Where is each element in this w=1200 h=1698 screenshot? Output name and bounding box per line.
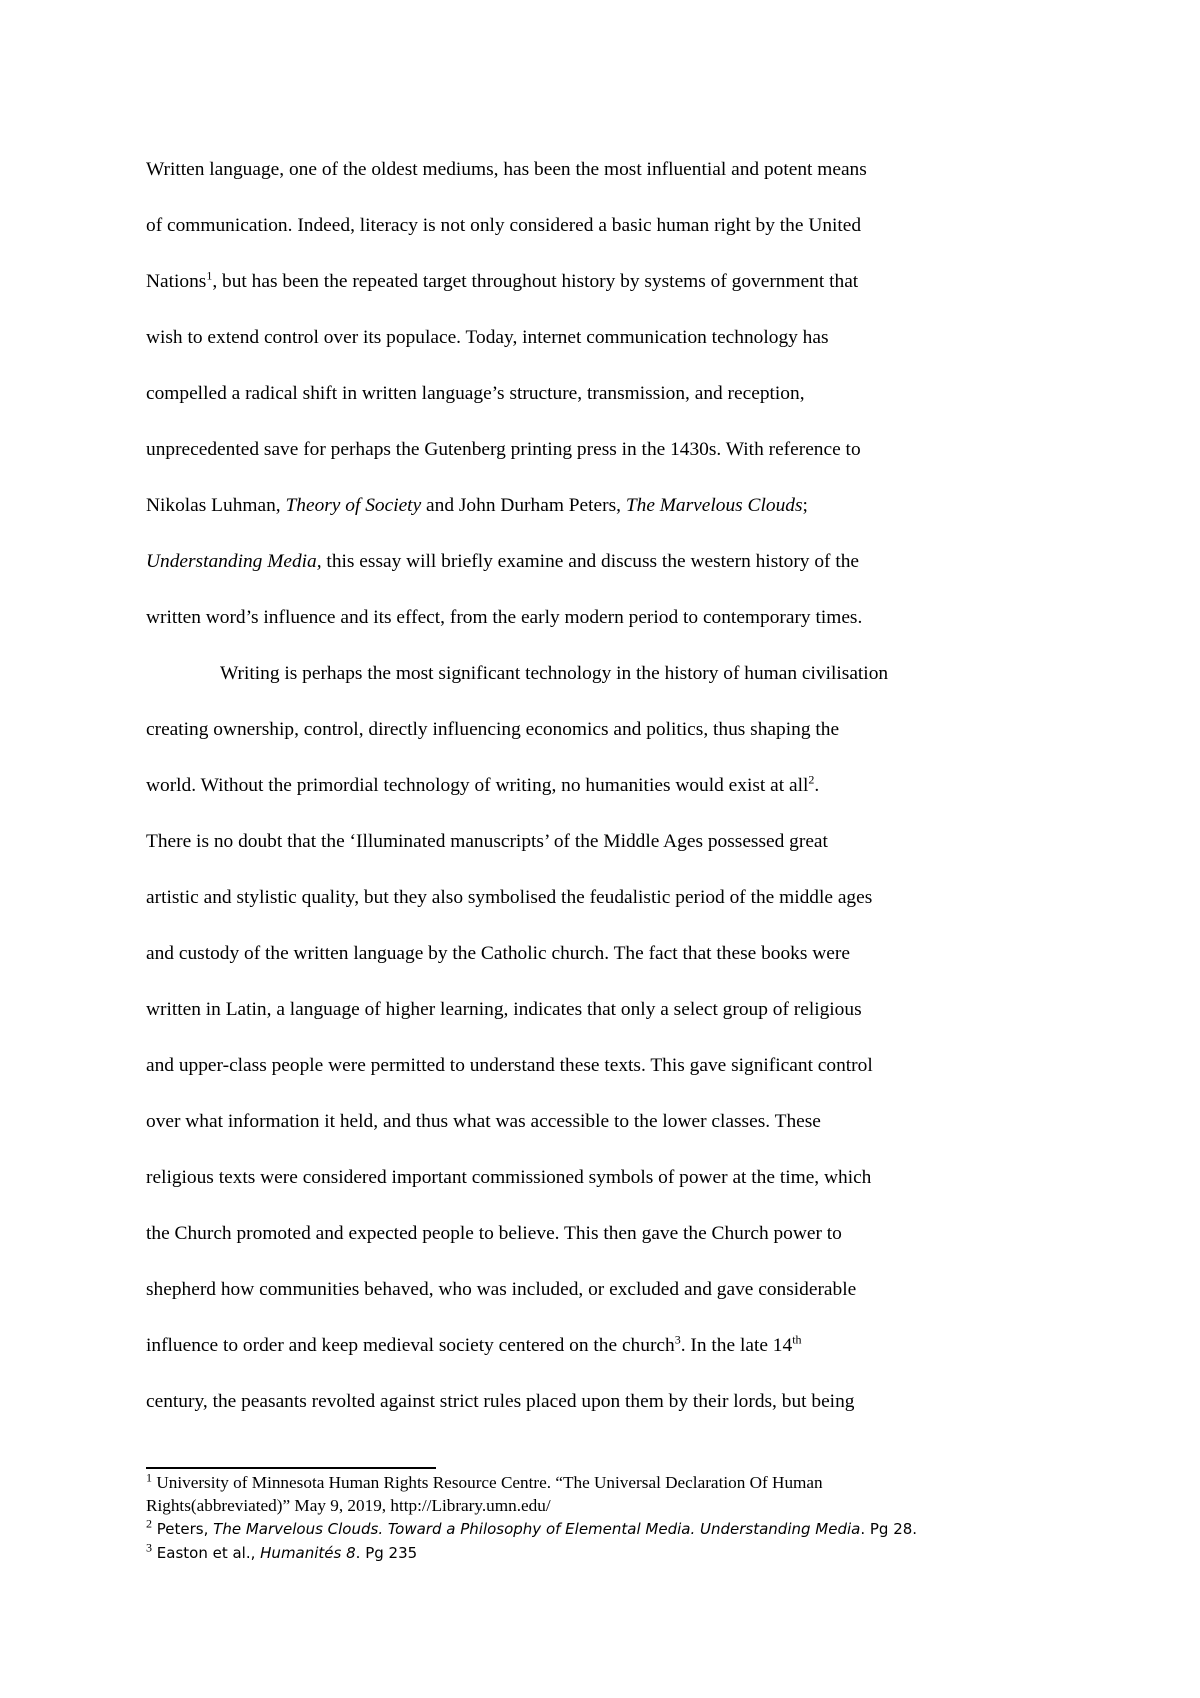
footnote-text: . Pg 235 xyxy=(355,1544,418,1562)
footnote-ref-3[interactable]: 3 xyxy=(674,1332,681,1347)
paragraph-2-line: There is no doubt that the ‘Illuminated manuscripts’ of the Middle Ages possessed great xyxy=(146,831,828,852)
footnote-ref-1[interactable]: 1 xyxy=(206,268,213,283)
paragraph-2-line xyxy=(146,1318,1066,1374)
paragraph-2-line: Writing is perhaps the most significant technology in the history of human civilisation xyxy=(220,663,889,684)
text-run: and John Durham Peters, xyxy=(421,495,626,516)
paragraph-2-line xyxy=(146,758,1066,814)
footnote-number: 3 xyxy=(146,1540,153,1555)
paragraph-2-line: creating ownership, control, directly influencing economics and politics, thus shaping the xyxy=(146,719,840,740)
paragraph-1-line xyxy=(146,534,1066,590)
text-run: this essay will briefly examine and discuss the western history of the xyxy=(321,551,860,572)
footnote-text: Easton et al., xyxy=(152,1544,261,1562)
text-run: influence to order and keep medieval society centered on the church xyxy=(146,1335,675,1356)
text-run: Nikolas Luhman, xyxy=(146,495,286,516)
paragraph-1-line: compelled a radical shift in written language’s structure, transmission, and reception, xyxy=(146,383,805,404)
text-run: Nations xyxy=(146,271,207,292)
paragraph-2-line: and upper-class people were permitted to understand these texts. This gave significant control xyxy=(146,1055,873,1076)
paragraph-2-line: religious texts were considered important commissioned symbols of power at the time, which xyxy=(146,1167,872,1188)
text-run: ; xyxy=(802,495,808,516)
footnote-text: Peters, xyxy=(152,1520,214,1538)
paragraph-1-line: of communication. Indeed, literacy is not only considered a basic human right by the United xyxy=(146,215,862,236)
paragraph-2-line: century, the peasants revolted against strict rules placed upon them by their lords, but being xyxy=(146,1391,855,1412)
footnote-separator xyxy=(146,1467,436,1469)
text-run: . xyxy=(814,775,820,796)
paragraph-2-line: over what information it held, and thus what was accessible to the lower classes. These xyxy=(146,1111,821,1132)
footnote-ref-2[interactable]: 2 xyxy=(808,772,815,787)
footnote-title: The Marvelous Clouds. Toward a Philosophy of Elemental Media. Understanding Media xyxy=(213,1520,861,1538)
footnote-number: 1 xyxy=(146,1470,153,1485)
paragraph-1-line: unprecedented save for perhaps the Gutenberg printing press in the 1430s. With reference to xyxy=(146,439,861,460)
essay-body xyxy=(146,142,1066,1430)
text-run: . In the late 14 xyxy=(680,1335,793,1356)
paragraph-1-line: Written language, one of the oldest mediums, has been the most influential and potent means xyxy=(146,159,867,180)
footnote-number: 2 xyxy=(146,1516,153,1531)
paragraph-1-line xyxy=(146,254,1066,310)
paragraph-1-line: wish to extend control over its populace. Today, internet communication technology has xyxy=(146,327,829,348)
footnote-text: University of Minnesota Human Rights Resource Centre. “The Universal Declaration Of Human xyxy=(152,1473,823,1492)
paragraph-2-line: shepherd how communities behaved, who was included, or excluded and gave considerable xyxy=(146,1279,857,1300)
footnote-2 xyxy=(146,1517,1066,1541)
paragraph-2-line: artistic and stylistic quality, but they also symbolised the feudalistic period of the middle ages xyxy=(146,887,873,908)
book-title: The Marvelous Clouds xyxy=(625,495,803,516)
ordinal-suffix: th xyxy=(792,1332,802,1347)
paragraph-1-line: written word’s influence and its effect, from the early modern period to contemporary times. xyxy=(146,607,863,628)
text-run: world. Without the primordial technology of writing, no humanities would exist at all xyxy=(146,775,809,796)
text-run: , but has been the repeated target throughout history by systems of government that xyxy=(212,271,859,292)
footnote-3 xyxy=(146,1541,1066,1565)
book-title: Theory of Society xyxy=(285,495,422,516)
book-title: Understanding Media, xyxy=(146,551,322,572)
paragraph-1-line xyxy=(146,478,1066,534)
footnote-1-continued: Rights(abbreviated)” May 9, 2019, http://Library.umn.edu/ xyxy=(146,1496,551,1515)
footnote-text: . Pg 28. xyxy=(860,1520,918,1538)
paragraph-2-line: the Church promoted and expected people to believe. This then gave the Church power to xyxy=(146,1223,842,1244)
paragraph-2-line: and custody of the written language by the Catholic church. The fact that these books were xyxy=(146,943,850,964)
footnote-1 xyxy=(146,1471,1066,1494)
footnote-title: Humanités 8 xyxy=(260,1544,356,1562)
paragraph-2-line: written in Latin, a language of higher learning, indicates that only a select group of religious xyxy=(146,999,862,1020)
footnotes xyxy=(146,1471,1066,1565)
